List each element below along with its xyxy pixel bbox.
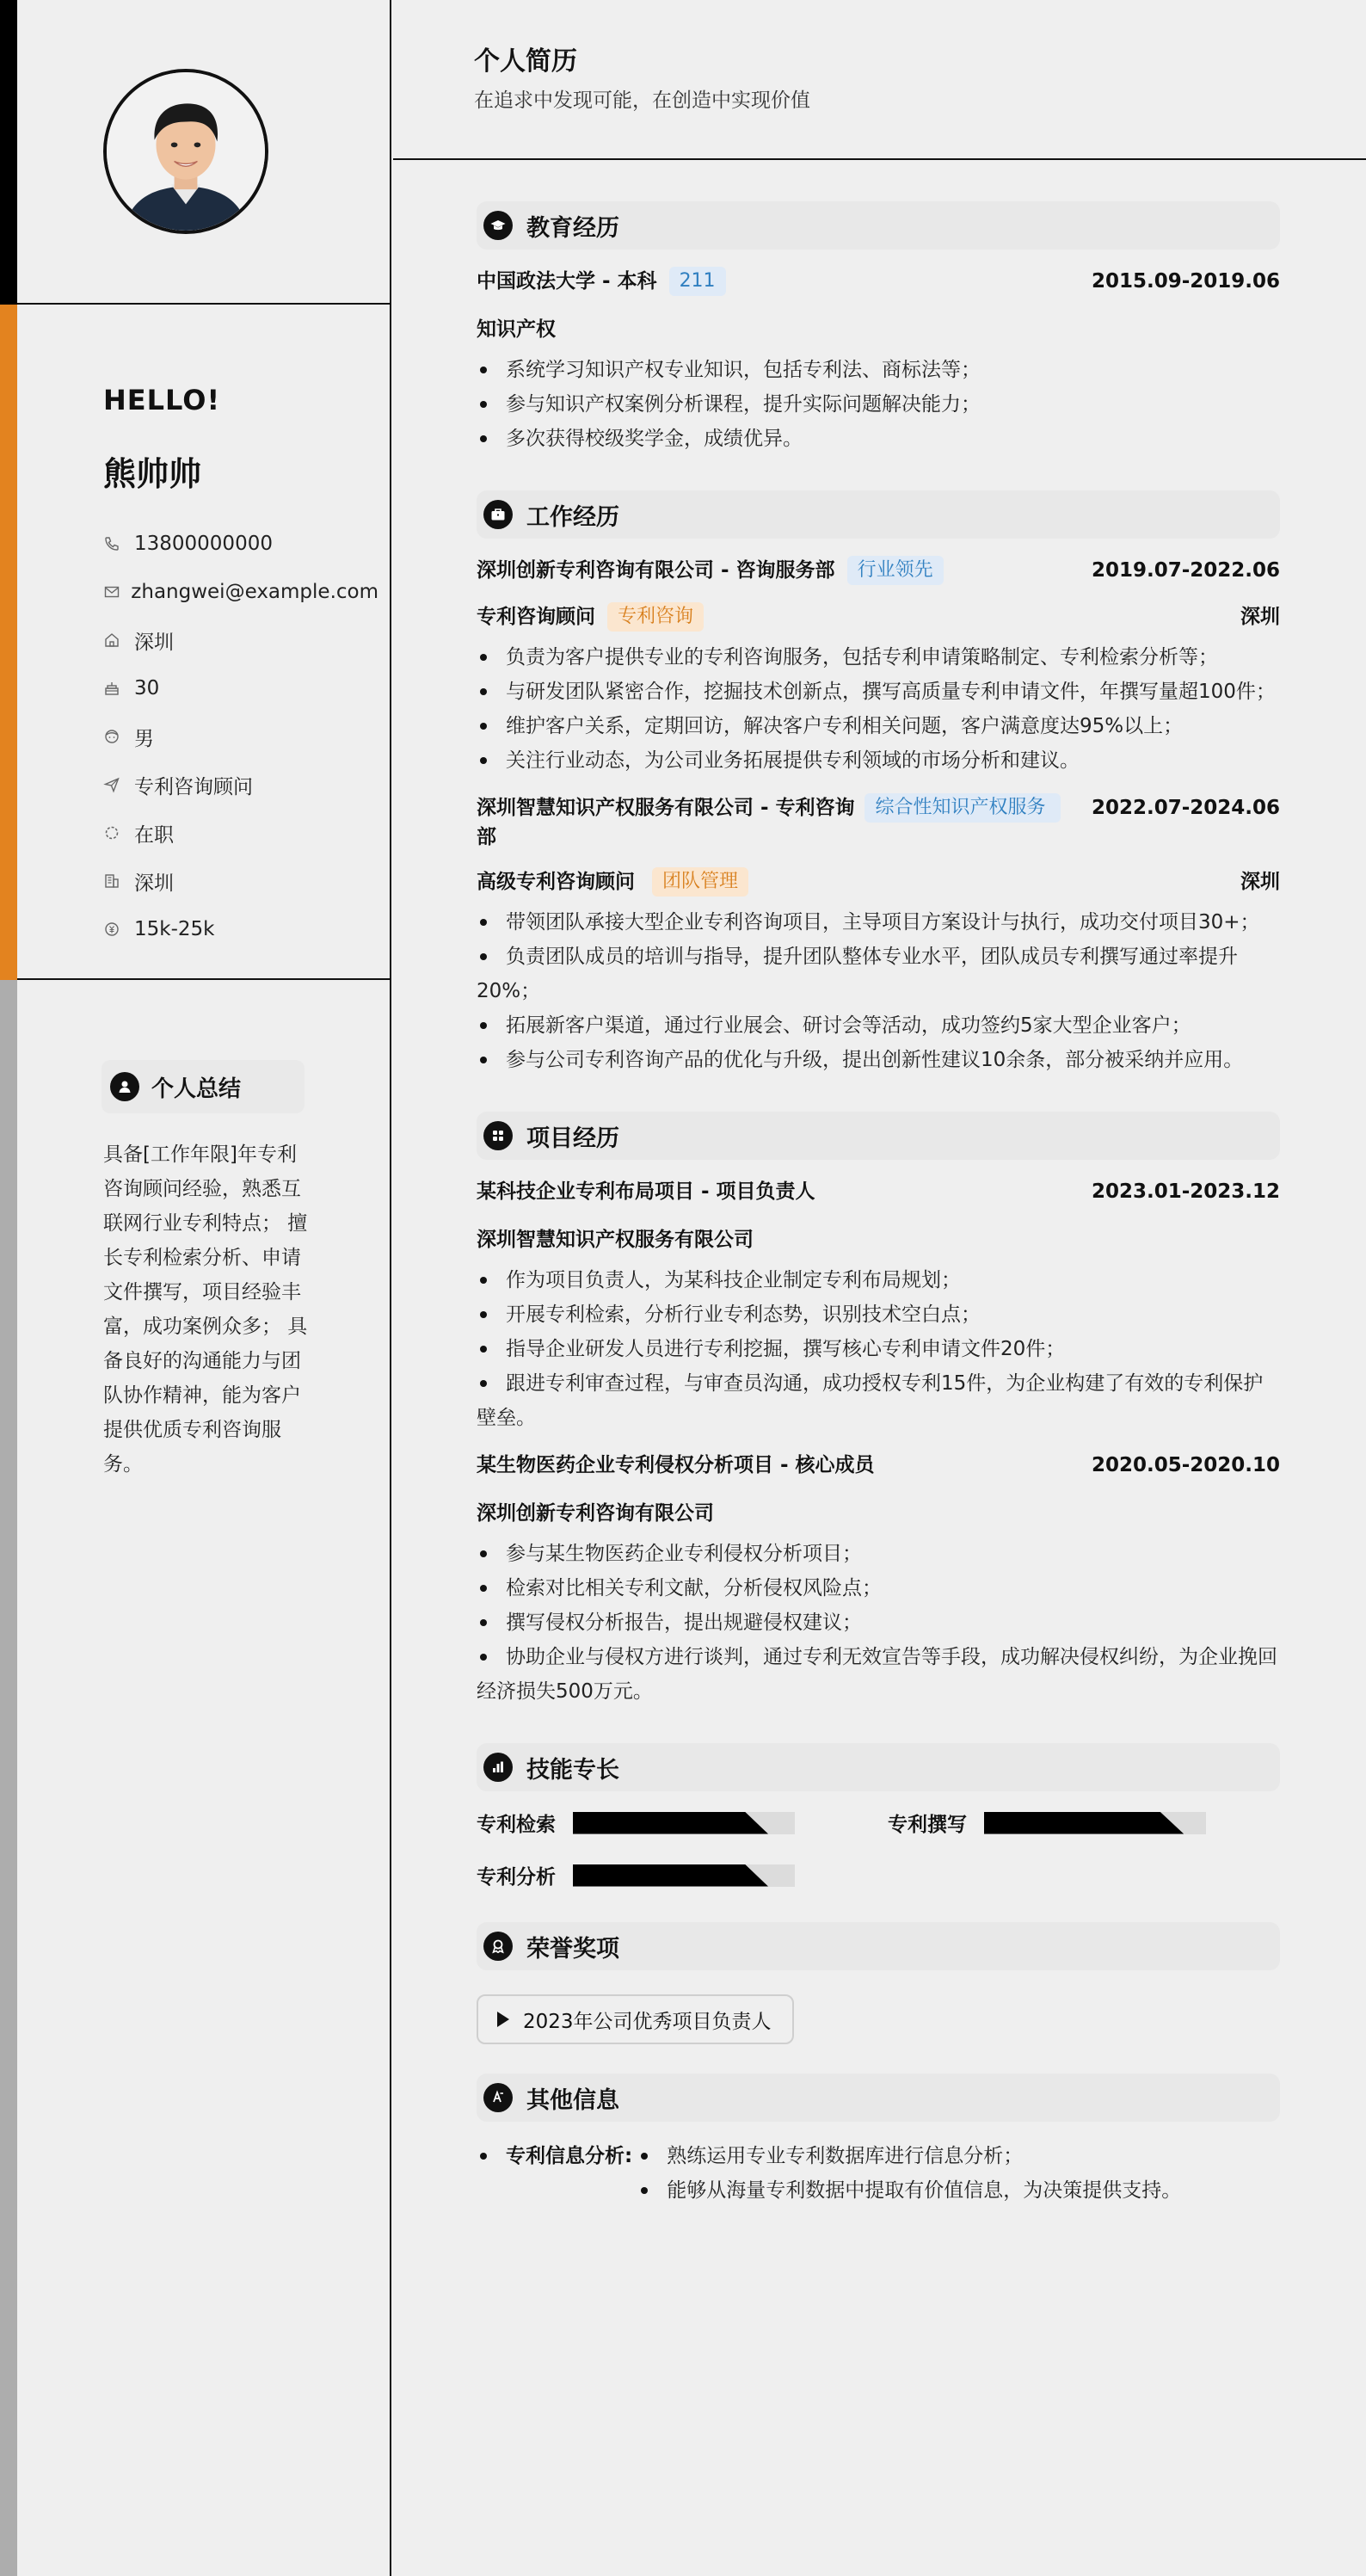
avatar-photo <box>107 72 265 231</box>
sidebar <box>0 0 391 2576</box>
projects-title: 项目经历 <box>526 1125 619 1152</box>
info-text: 深圳 <box>134 631 174 654</box>
other-info-key: 专利信息分析: <box>506 2145 633 2167</box>
job-bullets <box>477 905 1280 1077</box>
award-item[interactable] <box>477 1994 794 2044</box>
school-name: 中国政法大学 - 本科 <box>477 270 657 293</box>
list-item: 系统学习知识产权专业知识，包括专利法、商标法等； <box>477 353 1280 387</box>
job-company: 深圳智慧知识产权服务有限公司 - 专利咨询部 <box>477 797 855 848</box>
person-name: 熊帅帅 <box>103 455 202 493</box>
project-name: 某科技企业专利布局项目 - 项目负责人 <box>477 1180 815 1203</box>
header-divider <box>393 158 1366 160</box>
resume-sections <box>477 201 1280 2208</box>
skill-level-bar <box>573 1812 795 1834</box>
summary-text: 具备[工作年限]年专利咨询顾问经验，熟悉互联网行业专利特点； 擅长专利检索分析、申请文件撰写，项目经验丰富，成功案例众多； 具备良好的沟通能力与团队协作精神，能为客户提供优质专利咨询服务。 <box>103 1143 308 1476</box>
info-gender <box>103 712 378 761</box>
skill-name: 专利撰写 <box>888 1814 967 1836</box>
project-header <box>477 1177 1280 1206</box>
accent-stripe-black <box>0 0 17 305</box>
list-item: 指导企业研发人员进行专利挖掘，撰写核心专利申请文件20件； <box>477 1332 1280 1366</box>
job-role: 高级专利咨询顾问 <box>477 871 635 893</box>
skill-name: 专利检索 <box>477 1814 556 1836</box>
list-item: 多次获得校级奖学金，成绩优异。 <box>477 422 1280 456</box>
info-email <box>103 568 378 616</box>
skill-level-fill <box>984 1812 1184 1834</box>
info-text: 15k-25k <box>134 918 215 940</box>
skill-level-fill <box>573 1812 768 1834</box>
user-icon <box>110 1072 139 1101</box>
skills-grid <box>477 1809 1280 1889</box>
company-tag: 综合性知识产权服务 <box>865 793 1061 823</box>
project-org: 深圳智慧知识产权服务有限公司 <box>477 1229 754 1251</box>
awards-section-header <box>477 1922 1280 1970</box>
status-icon <box>103 823 134 843</box>
education-major: 知识产权 <box>477 318 556 341</box>
job-role-row <box>477 602 1280 632</box>
sidebar-divider <box>17 303 391 305</box>
job-bullets <box>477 640 1280 778</box>
education-section-header <box>477 201 1280 250</box>
list-item: 与研发团队紧密合作，挖掘技术创新点，撰写高质量专利申请文件，年撰写量超100件； <box>477 675 1280 709</box>
play-triangle-icon <box>497 2012 509 2027</box>
gender-icon <box>103 726 134 747</box>
award-icon <box>483 1932 513 1961</box>
hello-heading: HELLO! <box>103 384 221 416</box>
project-header <box>477 1451 1280 1480</box>
project-org: 深圳创新专利咨询有限公司 <box>477 1502 714 1525</box>
salary-icon <box>103 919 134 940</box>
company-tag-wrap <box>865 793 1061 823</box>
project-name: 某生物医药企业专利侵权分析项目 - 核心成员 <box>477 1454 875 1476</box>
avatar <box>103 69 268 234</box>
list-item: 协助企业与侵权方进行谈判，通过专利无效宣告等手段，成功解决侵权纠纷，为企业挽回经济损失500万元。 <box>477 1640 1280 1709</box>
info-city <box>103 857 378 905</box>
list-item: 能够从海量专利数据中提取有价值信息，为决策提供支持。 <box>637 2173 1181 2208</box>
education-title: 教育经历 <box>526 214 619 242</box>
job-city: 深圳 <box>1240 606 1280 628</box>
job-header <box>477 793 1280 852</box>
briefcase-icon <box>483 500 513 529</box>
skill-item <box>888 1809 1280 1837</box>
job-company-line <box>477 556 944 585</box>
translate-icon <box>483 2083 513 2112</box>
graduation-cap-icon <box>483 211 513 240</box>
grid-icon <box>483 1121 513 1150</box>
work-title: 工作经历 <box>526 503 619 531</box>
bar-chart-icon <box>483 1753 513 1782</box>
sidebar-divider <box>17 978 391 980</box>
job-header <box>477 556 1280 585</box>
accent-stripe-orange <box>0 305 17 980</box>
info-text: 专利咨询顾问 <box>134 775 253 798</box>
role-tag: 团队管理 <box>652 867 748 897</box>
skill-level-bar <box>984 1812 1206 1834</box>
job-date: 2019.07-2022.06 <box>1091 559 1280 582</box>
info-status <box>103 809 378 857</box>
list-item: 参与某生物医药企业专利侵权分析项目； <box>477 1537 1280 1571</box>
other-title: 其他信息 <box>526 2086 619 2114</box>
list-item: 作为项目负责人，为某科技企业制定专利布局规划； <box>477 1263 1280 1297</box>
project-bullets <box>477 1537 1280 1709</box>
project-date: 2023.01-2023.12 <box>1091 1180 1280 1203</box>
list-item: 维护客户关系，定期回访，解决客户专利相关问题，客户满意度达95%以上； <box>477 709 1280 743</box>
info-text: 深圳 <box>134 872 174 895</box>
education-school-line <box>477 267 726 296</box>
main-content <box>393 0 1366 2576</box>
awards-title: 荣誉奖项 <box>526 1935 619 1963</box>
education-bullets <box>477 353 1280 456</box>
list-item: 撰写侵权分析报告，提出规避侵权建议； <box>477 1605 1280 1640</box>
cake-icon <box>103 678 134 699</box>
page-subtitle: 在追求中发现可能，在创造中实现价值 <box>474 89 810 112</box>
info-age <box>103 664 378 712</box>
job-role-line <box>477 867 748 897</box>
award-label: 2023年公司优秀项目负责人 <box>523 2010 772 2033</box>
phone-icon <box>103 533 134 554</box>
other-info-row <box>477 2139 1280 2208</box>
list-item: 参与公司专利咨询产品的优化与升级，提出创新性建议10余条，部分被采纳并应用。 <box>477 1043 1280 1077</box>
list-item: 负责团队成员的培训与指导，提升团队整体专业水平，团队成员专利撰写通过率提升20%； <box>477 940 1280 1008</box>
list-item: 负责为客户提供专业的专利咨询服务，包括专利申请策略制定、专利检索分析等； <box>477 640 1280 675</box>
skills-title: 技能专长 <box>526 1756 619 1784</box>
info-text: 13800000000 <box>134 533 273 555</box>
mail-icon <box>103 582 131 602</box>
list-item: 熟练运用专业专利数据库进行信息分析； <box>637 2139 1181 2173</box>
education-entry-header <box>477 267 1280 296</box>
role-tag: 专利咨询 <box>607 602 704 632</box>
skill-level-fill <box>573 1864 768 1887</box>
other-section-header <box>477 2074 1280 2122</box>
job-date: 2022.07-2024.06 <box>1091 797 1280 819</box>
info-text: 男 <box>134 727 154 750</box>
list-item: 带领团队承接大型企业专利咨询项目，主导项目方案设计与执行，成功交付项目30+； <box>477 905 1280 940</box>
job-city: 深圳 <box>1240 871 1280 893</box>
info-text: 在职 <box>134 823 174 847</box>
education-date: 2015.09-2019.06 <box>1091 270 1280 293</box>
list-item: 关注行业动态，为公司业务拓展提供专利领域的市场分析和建议。 <box>477 743 1280 778</box>
info-position <box>103 761 378 809</box>
info-location <box>103 616 378 664</box>
skill-level-bar <box>573 1864 795 1887</box>
info-salary <box>103 905 378 953</box>
list-item: 开展专利检索，分析行业专利态势，识别技术空白点； <box>477 1297 1280 1332</box>
accent-stripe-gray <box>0 980 17 2576</box>
company-tag: 行业领先 <box>847 556 944 585</box>
skill-name: 专利分析 <box>477 1866 556 1889</box>
work-section-header <box>477 490 1280 539</box>
job-role-line <box>477 602 704 632</box>
info-text: 30 <box>134 677 160 699</box>
summary-section-header <box>102 1060 305 1113</box>
school-tag: 211 <box>669 267 726 296</box>
home-icon <box>103 630 134 650</box>
list-item: 跟进专利审查过程，与审查员沟通，成功授权专利15件，为企业构建了有效的专利保护壁垒。 <box>477 1366 1280 1435</box>
job-company: 深圳创新专利咨询有限公司 - 咨询服务部 <box>477 559 835 582</box>
skills-section-header <box>477 1743 1280 1791</box>
list-item: 参与知识产权案例分析课程，提升实际问题解决能力； <box>477 387 1280 422</box>
list-item: 检索对比相关专利文献，分析侵权风险点； <box>477 1571 1280 1605</box>
page-title: 个人简历 <box>474 46 577 77</box>
projects-section-header <box>477 1112 1280 1160</box>
skill-item <box>477 1861 888 1889</box>
skill-item <box>477 1809 888 1837</box>
other-info-bullets <box>637 2139 1181 2208</box>
list-item: 拓展新客户渠道，通过行业展会、研讨会等活动，成功签约5家大型企业客户； <box>477 1008 1280 1043</box>
job-role: 专利咨询顾问 <box>477 606 595 628</box>
info-phone <box>103 520 378 568</box>
building-icon <box>103 871 134 891</box>
project-bullets <box>477 1263 1280 1435</box>
summary-title: 个人总结 <box>151 1075 242 1102</box>
job-role-row <box>477 867 1280 897</box>
project-date: 2020.05-2020.10 <box>1091 1454 1280 1476</box>
contact-info-list <box>103 520 378 953</box>
send-icon <box>103 774 134 795</box>
info-text: zhangwei@example.com <box>131 581 378 603</box>
